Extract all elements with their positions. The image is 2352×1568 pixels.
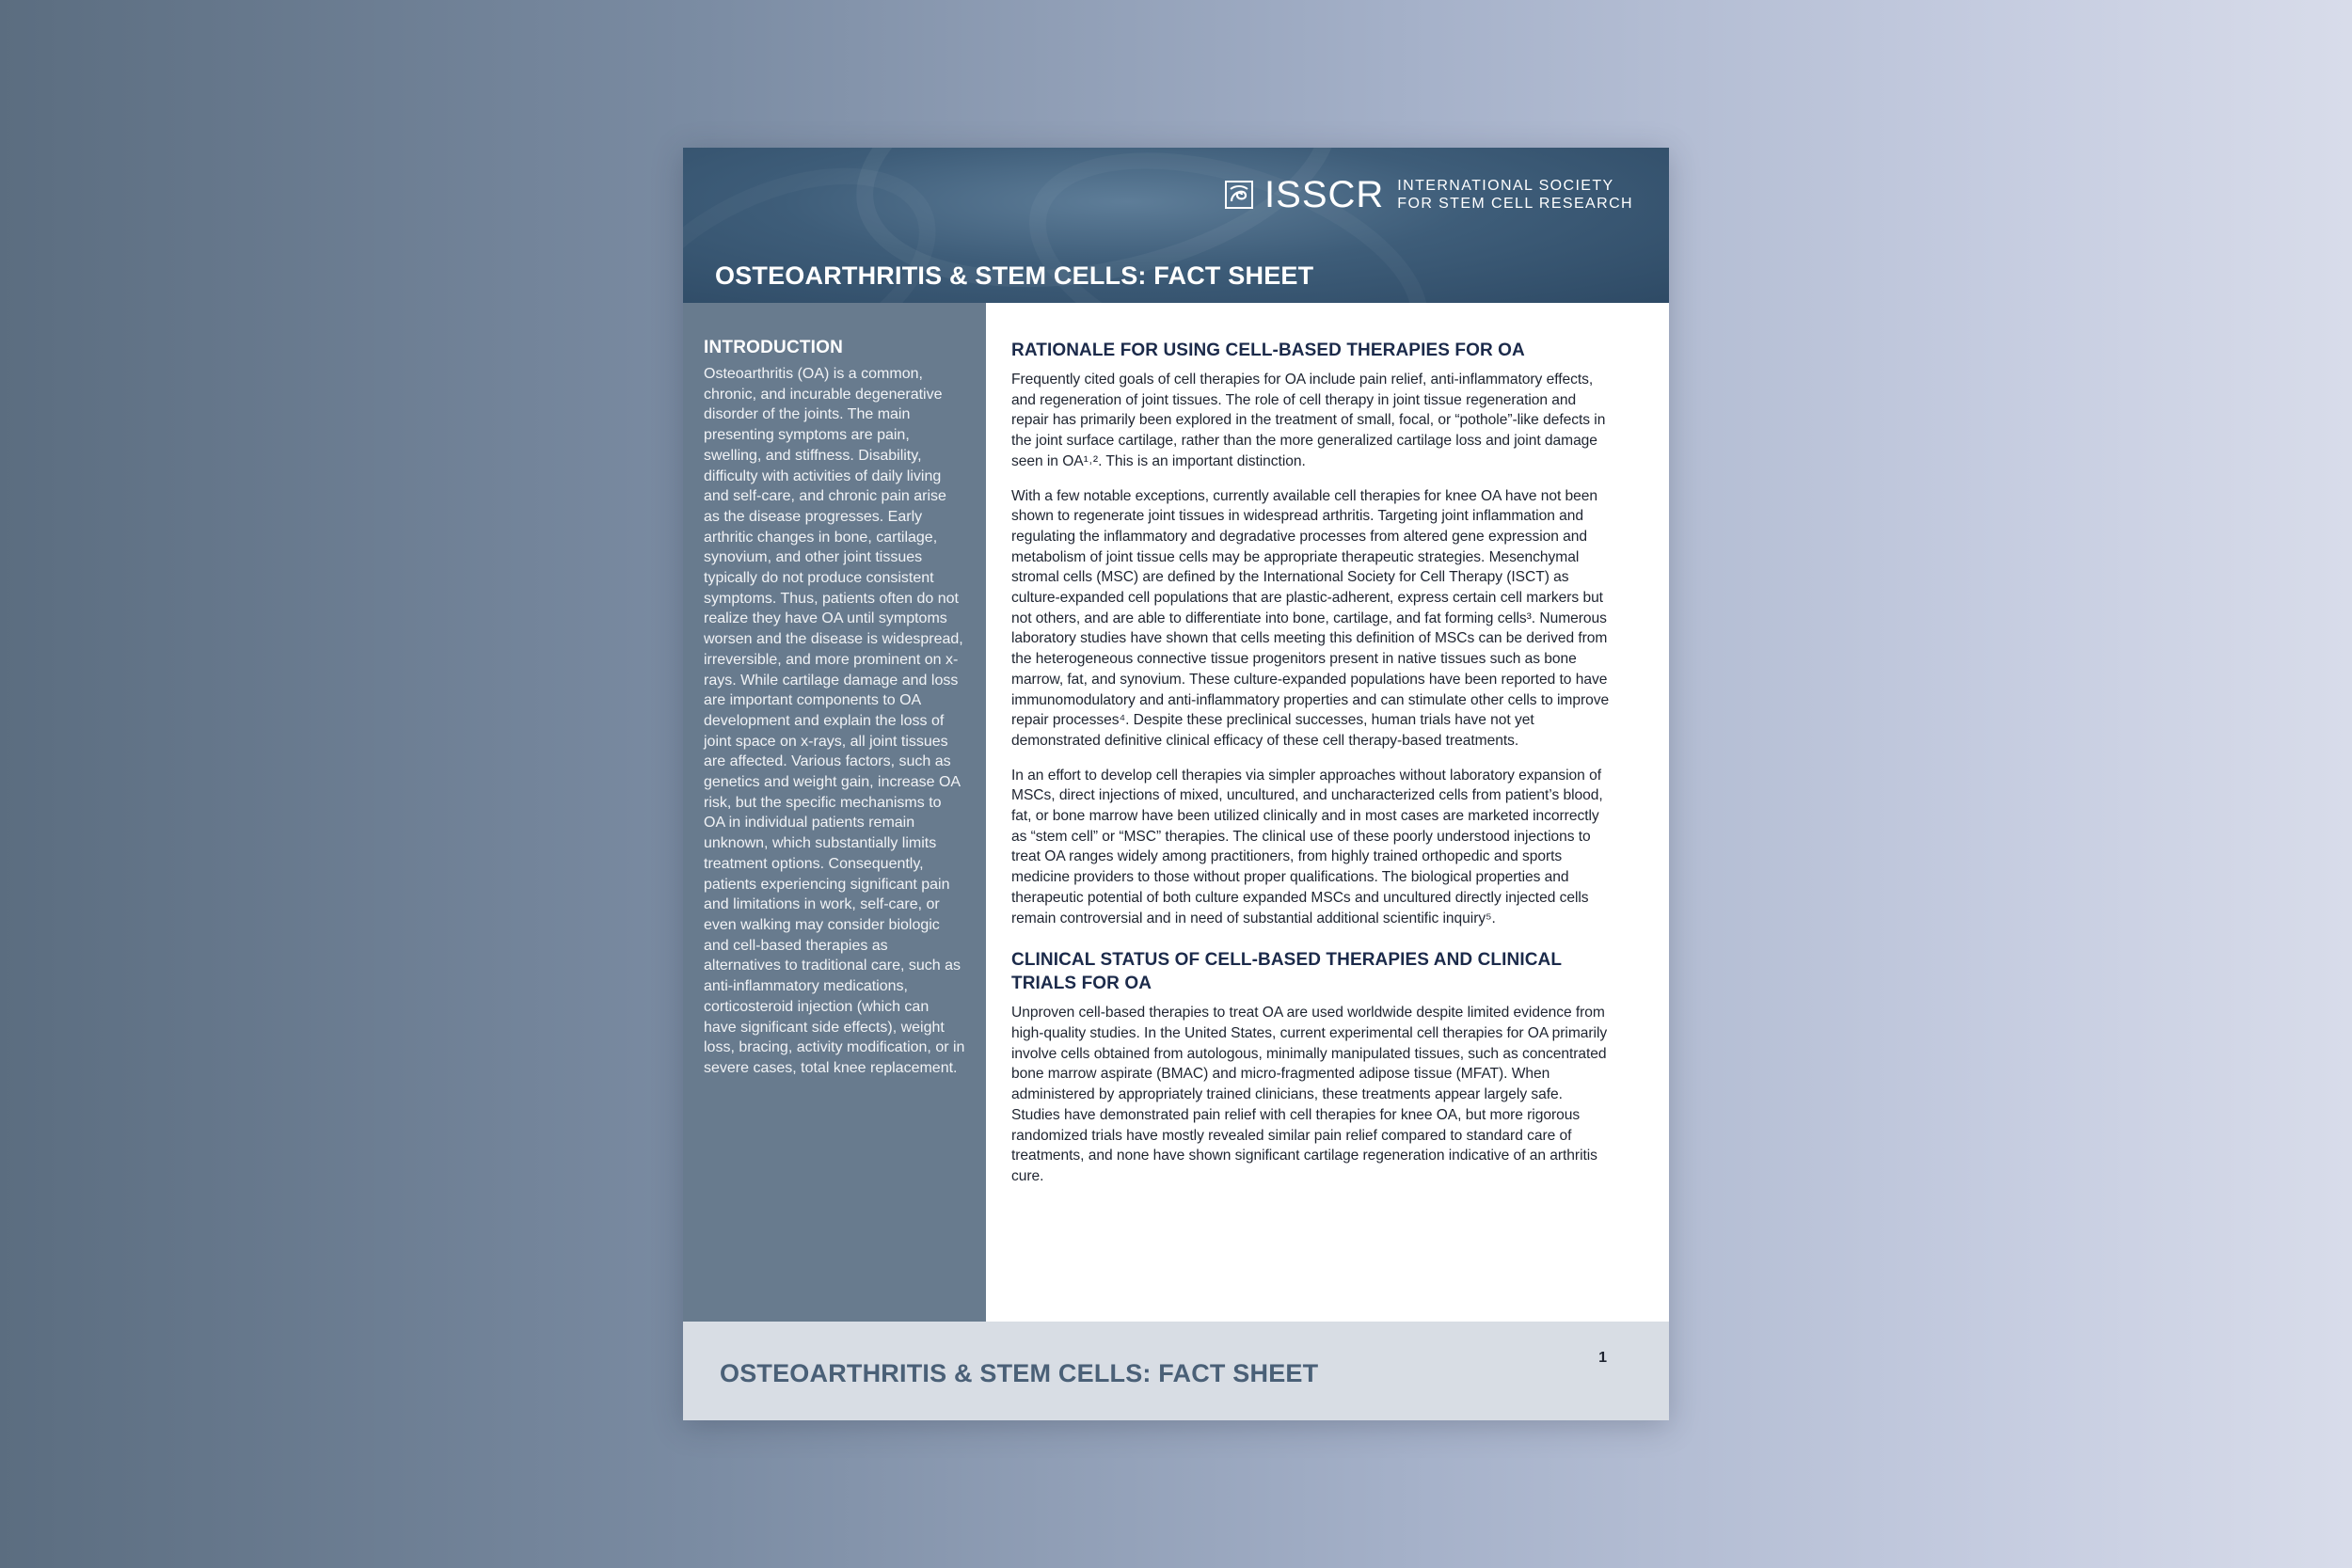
introduction-sidebar xyxy=(683,303,986,1322)
page-footer xyxy=(683,1322,1669,1420)
rationale-heading: RATIONALE FOR USING CELL-BASED THERAPIES FOR OA xyxy=(1011,341,1525,360)
isscr-logo[interactable] xyxy=(1225,176,1633,214)
logo-wordmark: ISSCR xyxy=(1264,174,1385,215)
fact-sheet-page xyxy=(683,148,1669,1420)
document-title: OSTEOARTHRITIS & STEM CELLS: FACT SHEET xyxy=(715,261,1314,290)
clinical-status-paragraph: Unproven cell-based therapies to treat OA are used worldwide despite limited evidence from high-quality studies. In the United States, current experimental cell therapies for OA primarily involve cells obtained from autologous, minimally manipulated tissues, such as concentrated bone marrow aspirate (BMAC) and micro-fragmented adipose tissue (MFAT). When administered by appropriately trained clinicians, these treatments appear largely safe. Studies have demonstrated pain relief with cell therapies for knee OA, but more rigorous randomized trials have mostly revealed similar pain relief compared to standard care of treatments, and none have shown significant cartilage regeneration indicative of an arthritis cure. xyxy=(1011,1005,1608,1184)
page-header xyxy=(683,148,1669,303)
logo-subtitle-line1: INTERNATIONAL SOCIETY xyxy=(1397,178,1614,194)
rationale-paragraph-1: Frequently cited goals of cell therapies for OA include pain relief, anti-inflammatory effects, and regeneration of joint tissues. The role of cell therapy in joint tissue regeneration and repair has primarily been explored in the treatment of small, focal, or “pothole”-like defects in the joint surface cartilage, rather than the more generalized cartilage loss and joint damage seen in OA¹˒². This is an important distinction. xyxy=(1011,372,1606,469)
logo-subtitle xyxy=(1397,177,1633,213)
introduction-heading: INTRODUCTION xyxy=(704,338,844,357)
rationale-paragraph-2: With a few notable exceptions, currently available cell therapies for knee OA have not been shown to regenerate joint tissues in widespread arthritis. Targeting joint inflammation and regulating the inflammatory and degradative processes from altered gene expression and metabolism of joint tissue cells may be appropriate therapeutic strategies. Mesenchymal stromal cells (MSC) are defined by the International Society for Cell Therapy (ISCT) as culture-expanded cell populations that are plastic-adherent, express certain cell markers but not others, and are able to differentiate into bone, cartilage, and fat forming cells³. Numerous laboratory studies have shown that cells meeting this definition of MSCs can be derived from the heterogeneous connective tissue progenitors present in native tissues such as bone marrow, fat, and synovium. These culture-expanded populations have been reported to have immunomodulatory and anti-inflammatory properties and can stimulate other cells to improve repair processes⁴. Despite these preclinical successes, human trials have not yet demonstrated definitive clinical efficacy of these cell therapy-based treatments. xyxy=(1011,487,1610,749)
page-number: 1 xyxy=(1598,1350,1607,1366)
main-content xyxy=(986,303,1669,1322)
rationale-paragraph-3: In an effort to develop cell therapies via simpler approaches without laboratory expansion of MSCs, direct injections of mixed, uncultured, and uncharacterized cells from patient’s blood, fat, or bone marrow have been utilized clinically and in most cases are marketed incorrectly as “stem cell” or “MSC” therapies. The clinical use of these poorly understood injections to treat OA ranges widely among practitioners, from highly trained orthopedic and sports medicine providers to those without proper qualifications. The biological properties and therapeutic potential of both culture expanded MSCs and uncultured directly injected cells remain controversial and in need of substantial additional scientific inquiry⁵. xyxy=(1011,767,1603,927)
isscr-logo-icon xyxy=(1225,181,1253,209)
footer-title: OSTEOARTHRITIS & STEM CELLS: FACT SHEET xyxy=(720,1359,1319,1387)
introduction-text: Osteoarthritis (OA) is a common, chronic, and incurable degenerative disorder of the joints. The main presenting symptoms are pain, swelling, and stiffness. Disability, difficulty with activities of daily living and self-care, and chronic pain arise as the disease progresses. Early arthritic changes in bone, cartilage, synovium, and other joint tissues typically do not produce consistent symptoms. Thus, patients often do not realize they have OA until symptoms worsen and the disease is widespread, irreversible, and more prominent on x-rays. While cartilage damage and loss are important components to OA development and explain the loss of joint space on x-rays, all joint tissues are affected. Various factors, such as genetics and weight gain, increase OA risk, but the specific mechanisms to OA in individual patients remain unknown, which substantially limits treatment options. Consequently, patients experiencing significant pain and limitations in work, self-care, or even walking may consider biologic and cell-based therapies as alternatives to traditional care, such as anti-inflammatory medications, corticosteroid injection (which can have significant side effects), weight loss, bracing, activity modification, or in severe cases, total knee replacement. xyxy=(704,366,965,1076)
clinical-status-heading: CLINICAL STATUS OF CELL-BASED THERAPIES AND CLINICAL TRIALS FOR OA xyxy=(1011,950,1562,994)
logo-subtitle-line2: FOR STEM CELL RESEARCH xyxy=(1397,196,1633,212)
